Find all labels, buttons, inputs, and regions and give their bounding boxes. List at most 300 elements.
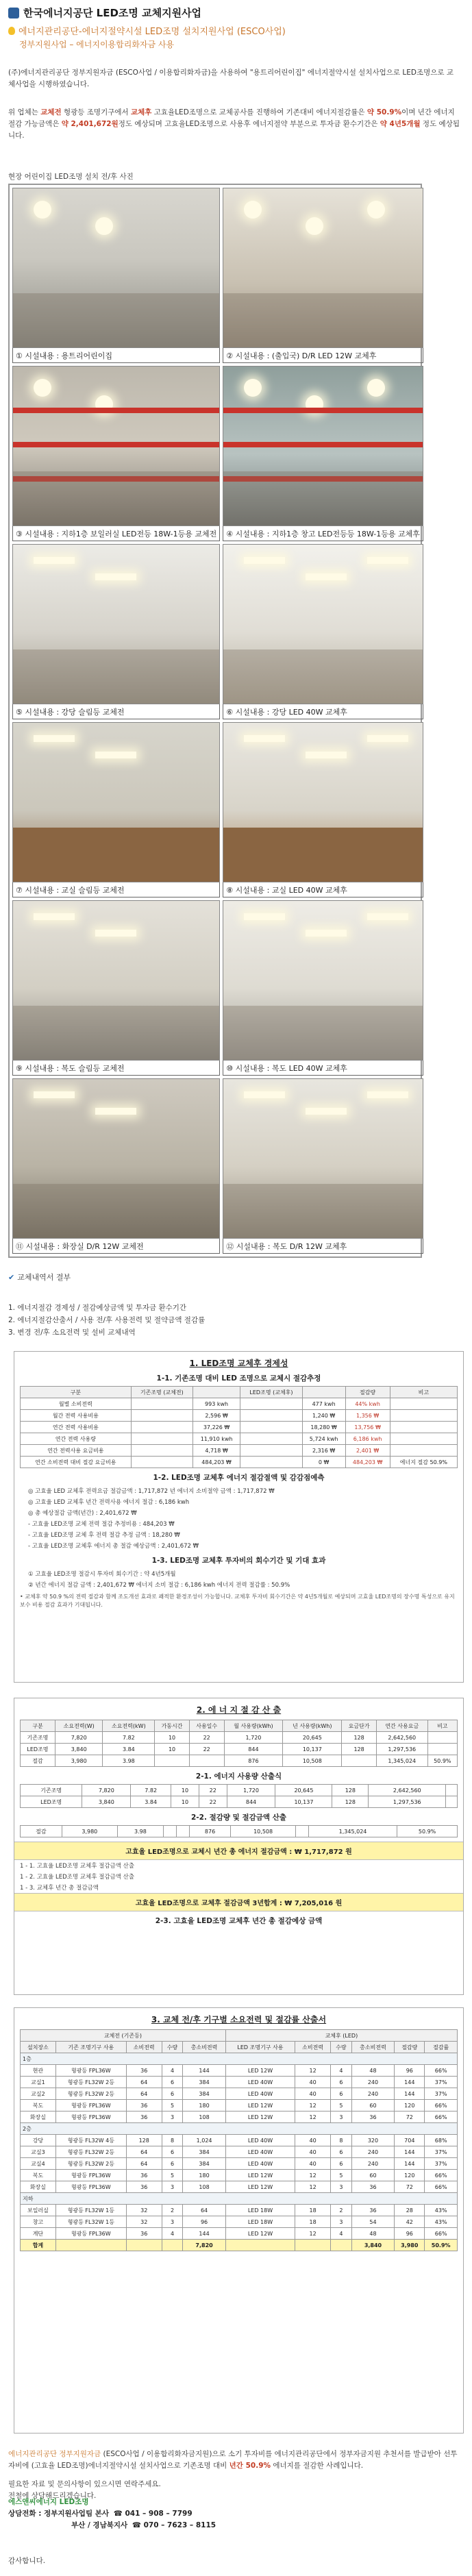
table-cell: 180	[183, 2170, 225, 2181]
table-cell: 월간 전력 사용비용	[21, 1410, 132, 1422]
table-cell	[342, 1755, 377, 1767]
table-row	[21, 2216, 458, 2228]
table-cell: 64	[126, 2088, 162, 2100]
table-cell: 화장실	[21, 2181, 56, 2193]
table-cell: 6	[162, 2158, 183, 2170]
doc-section-title: 1-1. 기존조명 대비 LED 조명으로 교체시 절감추정	[156, 1374, 321, 1383]
table-cell: 22	[199, 1796, 227, 1808]
intro-highlight: 약 50.9%	[367, 108, 402, 116]
economics-document	[14, 1351, 464, 1683]
table-cell: 6	[331, 2146, 352, 2158]
doc-section-title: 2-1. 에너지 사용량 산출식	[195, 1772, 282, 1781]
table-cell: 3.98	[103, 1755, 155, 1767]
ceiling-light	[95, 752, 136, 758]
ceiling-light	[244, 1091, 285, 1098]
table-row	[21, 2181, 458, 2193]
table-cell: 18	[295, 2216, 331, 2228]
table-cell: 5	[331, 2100, 352, 2111]
table-row	[21, 2228, 458, 2240]
table-row	[21, 1433, 458, 1445]
total-cell: 50.9%	[425, 2240, 458, 2251]
table-cell	[131, 1445, 192, 1457]
table-cell: 36	[351, 2111, 394, 2123]
attachments-heading: 교체내역서 결부	[17, 1273, 71, 1282]
photo-caption: ③ 시설내용 : 지하1층 보일러실 LED전등 18W-1등용 교체전	[12, 526, 220, 541]
table-cell: LED 40W	[225, 2135, 295, 2146]
table-cell: 월별 소비전력	[21, 1398, 132, 1410]
table-cell: 40	[295, 2077, 331, 2088]
table-cell: 연간 전력 사용량	[21, 1433, 132, 1445]
table-cell: 704	[395, 2135, 425, 2146]
table-cell: 3.84	[103, 1744, 155, 1755]
table-cell: 0 ₩	[302, 1457, 345, 1468]
table-cell: 66%	[425, 2065, 458, 2077]
table-cell	[390, 1445, 457, 1457]
table-cell: 3	[162, 2111, 183, 2123]
table-cell: 1,024	[183, 2135, 225, 2146]
table-cell: 교실3	[21, 2146, 56, 2158]
table-cell: 3	[331, 2216, 352, 2228]
table-cell: 66%	[425, 2181, 458, 2193]
column-header: 소비전력	[126, 2042, 162, 2053]
table-cell: 20,645	[275, 1785, 332, 1796]
table-cell: 22	[199, 1785, 227, 1796]
ceiling-light	[306, 573, 347, 580]
photo-corridor-before	[12, 900, 220, 1061]
contact-label: 상담전화 : 정부지원사업팀 본사	[8, 2510, 110, 2518]
table-cell: 교실4	[21, 2158, 56, 2170]
ceiling-light	[367, 913, 408, 920]
table-cell: 1,240 ₩	[302, 1410, 345, 1422]
table-cell: 6	[331, 2077, 352, 2088]
table-cell: 36	[126, 2181, 162, 2193]
table-cell: 복도	[21, 2170, 56, 2181]
photo-card	[223, 366, 423, 541]
table-cell: 32	[126, 2205, 162, 2216]
table-cell: 3.98	[117, 1826, 163, 1837]
intro-text: 위 업체는	[8, 108, 41, 116]
table-cell: 10,137	[283, 1744, 342, 1755]
table-cell: 66%	[425, 2170, 458, 2181]
table-cell: 2	[162, 2205, 183, 2216]
photo-entrance	[12, 188, 220, 348]
table-row	[21, 2146, 458, 2158]
photo-card	[223, 722, 423, 897]
floor	[13, 828, 219, 882]
table-cell: 연간 전력 사용비용	[21, 1422, 132, 1433]
column-header: 년 사용량(kWh)	[283, 1720, 342, 1732]
table-row	[21, 2088, 458, 2100]
table-cell: 12	[295, 2065, 331, 2077]
photo-hall	[223, 188, 423, 348]
attachments-list	[8, 1302, 205, 1339]
table-cell: 43%	[425, 2216, 458, 2228]
table-cell: 108	[183, 2181, 225, 2193]
document-icon	[8, 8, 19, 18]
table-cell: LED 12W	[225, 2065, 295, 2077]
table-cell: 36	[351, 2181, 394, 2193]
table-row	[21, 1457, 458, 1468]
photo-caption: ⑦ 시설내용 : 교실 슬림등 교체전	[12, 882, 220, 897]
table-cell: 2,642,560	[376, 1732, 427, 1744]
table-cell: 7,820	[55, 1732, 103, 1744]
intro-highlight: 교체전	[40, 108, 62, 116]
table-cell: 7.82	[131, 1785, 171, 1796]
lightbulb-icon	[8, 27, 15, 35]
table-cell: 형광등 FPL36W	[55, 2111, 126, 2123]
table-cell	[295, 1826, 308, 1837]
table-cell: 18,280 ₩	[302, 1422, 345, 1433]
table-cell	[131, 1410, 192, 1422]
subtitle-2: 정부지원사업 – 에너지이용합리화자금 사용	[19, 40, 175, 49]
contact-line	[8, 2520, 460, 2531]
table-cell: 5,724 kwh	[302, 1433, 345, 1445]
floor	[223, 1006, 423, 1060]
column-header: 월 사용량(kWh)	[224, 1720, 283, 1732]
table-cell: 절감	[21, 1755, 55, 1767]
table-cell: 10	[155, 1744, 190, 1755]
economics-table	[20, 1386, 458, 1468]
table-cell	[427, 1744, 457, 1755]
column-header: LED 조명기구 사용	[225, 2042, 295, 2053]
table-cell: 현관	[21, 2065, 56, 2077]
table-cell: 11,910 kwh	[192, 1433, 240, 1445]
table-cell: 1,720	[224, 1732, 283, 1744]
photo-storage-after	[223, 366, 423, 526]
table-cell: 12	[295, 2228, 331, 2240]
column-header: 기존 조명기구 사용	[55, 2042, 126, 2053]
table-cell: 48	[351, 2065, 394, 2077]
table-cell: 64	[126, 2158, 162, 2170]
column-header: 사용일수	[189, 1720, 224, 1732]
table-row	[21, 1796, 458, 1808]
table-cell: LED 40W	[225, 2088, 295, 2100]
photo-card	[12, 188, 220, 363]
ceiling-light	[306, 1108, 347, 1115]
subtitle-row	[8, 24, 464, 37]
doc-section-title: 1-3. LED조명 교체후 투자비의 회수기간 및 기대 효과	[151, 1557, 326, 1565]
doc-section-title: 2-3. 고효율 LED조명 교체후 년간 총 절감예상 금액	[155, 1917, 323, 1925]
table-cell: 128	[342, 1744, 377, 1755]
table-cell: 5	[162, 2170, 183, 2181]
ceiling-light	[95, 930, 136, 937]
table-cell: 복도	[21, 2100, 56, 2111]
table-cell: 240	[351, 2146, 394, 2158]
table-cell: 72	[395, 2181, 425, 2193]
table-row	[21, 1732, 458, 1744]
table-cell	[131, 1457, 192, 1468]
table-cell	[131, 1398, 192, 1410]
table-cell: 37%	[425, 2088, 458, 2100]
table-cell: 36	[126, 2111, 162, 2123]
formula-line: 1 - 1. 고효율 LED조명 교체후 절감금액 산출	[20, 1863, 135, 1870]
table-cell: LED 12W	[225, 2228, 295, 2240]
table-cell: 6,186 kwh	[345, 1433, 390, 1445]
table-cell: 240	[351, 2158, 394, 2170]
table-cell: 144	[183, 2228, 225, 2240]
ceiling-light	[367, 735, 408, 742]
total-cell: 7,820	[183, 2240, 225, 2251]
table-cell: 37%	[425, 2146, 458, 2158]
table-cell: 36	[351, 2205, 394, 2216]
table-cell: 1,356 ₩	[345, 1410, 390, 1422]
table-cell: 형광등 FL32W 1등	[55, 2205, 126, 2216]
table-cell: 3.84	[131, 1796, 171, 1808]
ceiling-light	[34, 735, 75, 742]
red-pipe	[223, 442, 423, 447]
table-cell: 10	[171, 1785, 199, 1796]
table-cell: 22	[189, 1732, 224, 1744]
table-cell: 128	[332, 1785, 369, 1796]
floor	[13, 1184, 219, 1238]
floor	[13, 293, 219, 347]
table-cell: 64	[126, 2077, 162, 2088]
table-cell: 32	[126, 2216, 162, 2228]
table-cell: 66%	[425, 2228, 458, 2240]
table-cell: 96	[395, 2228, 425, 2240]
table-cell: 창고	[21, 2216, 56, 2228]
table-cell: 36	[126, 2228, 162, 2240]
table-cell: 절감	[21, 1826, 62, 1837]
intro-highlight: 교체후	[131, 108, 152, 116]
table-cell: 180	[183, 2100, 225, 2111]
photo-caption: ⑫ 시설내용 : 복도 D/R 12W 교체후	[223, 1239, 423, 1254]
intro-highlight: 약 4년5개월	[380, 120, 421, 128]
table-cell: 144	[395, 2158, 425, 2170]
table-row	[21, 2205, 458, 2216]
table-cell: 2,596 ₩	[192, 1410, 240, 1422]
footer-thanks: 감사합니다.	[8, 2557, 46, 2565]
photo-card	[12, 1078, 220, 1254]
table-cell: 3,980	[55, 1755, 103, 1767]
table-cell: 10,137	[275, 1796, 332, 1808]
floor	[223, 471, 423, 525]
doc-title: 3. 교체 전/후 기구별 소요전력 및 절감률 산출서	[151, 2015, 327, 2024]
table-cell: 384	[183, 2077, 225, 2088]
group-row	[21, 2053, 458, 2065]
closing-paragraph	[8, 2449, 460, 2502]
table-row	[21, 1422, 458, 1433]
photo-caption: ⑧ 시설내용 : 교실 LED 40W 교체후	[223, 882, 423, 897]
photo-caption: ① 시설내용 : 용트리어린이집	[12, 348, 220, 363]
check-icon: ✔	[8, 1273, 15, 1282]
contact-label: 부산 / 경남북지사	[71, 2521, 128, 2529]
table-cell: 120	[395, 2100, 425, 2111]
fixture-breakdown-document	[14, 2007, 464, 2433]
table-cell: 교실2	[21, 2088, 56, 2100]
table-cell: 37%	[425, 2158, 458, 2170]
attachments-heading-row	[8, 1272, 71, 1283]
table-cell: 12	[295, 2100, 331, 2111]
table-cell	[390, 1433, 457, 1445]
total-cell	[331, 2240, 352, 2251]
table-cell: 96	[395, 2065, 425, 2077]
table-cell: 4	[162, 2065, 183, 2077]
intro-text: 정도 예상되며 고효율LED조명으로 사용후 에너지절약 부분으로 투자금 환수기간은	[118, 120, 380, 128]
usage-formula-table	[20, 1784, 458, 1808]
table-cell: 36	[126, 2100, 162, 2111]
table-cell: 10	[155, 1732, 190, 1744]
table-cell: 40	[295, 2088, 331, 2100]
photo-card	[12, 544, 220, 719]
table-cell: 384	[183, 2158, 225, 2170]
table-cell: 8	[331, 2135, 352, 2146]
energy-savings-document	[14, 1698, 464, 1995]
table-cell: 6	[331, 2088, 352, 2100]
table-cell: 7.82	[103, 1732, 155, 1744]
column-header: 총소비전력	[351, 2042, 394, 2053]
ceiling-light	[244, 201, 262, 219]
table-cell: 형광등 FL32W 4등	[55, 2135, 126, 2146]
table-cell: 10,508	[283, 1755, 342, 1767]
group-row	[21, 2193, 458, 2205]
table-cell: LED 12W	[225, 2100, 295, 2111]
column-header: 절감률	[425, 2042, 458, 2053]
photo-section-heading: 현장 어린이집 LED조명 설치 전/후 사진	[8, 173, 134, 181]
column-header: 비고	[427, 1720, 457, 1732]
intro-text: 고효율LED조명으로 교체공사를 진행하여 기존대비 에너지절감률은	[151, 108, 367, 116]
ceiling-light	[34, 557, 75, 564]
table-cell: 36	[126, 2065, 162, 2077]
table-row	[21, 2065, 458, 2077]
table-cell	[131, 1422, 192, 1433]
table-cell: 13,756 ₩	[345, 1422, 390, 1433]
table-cell: 연간 전력사용 요금비용	[21, 1445, 132, 1457]
header	[8, 5, 464, 50]
table-cell: 12	[295, 2181, 331, 2193]
table-cell: 6	[162, 2077, 183, 2088]
table-cell: 64	[126, 2146, 162, 2158]
ceiling-light	[95, 217, 113, 235]
column-header: 구분	[21, 1387, 132, 1398]
table-cell: 3	[331, 2181, 352, 2193]
table-cell: 36	[126, 2170, 162, 2181]
table-cell: 96	[183, 2216, 225, 2228]
intro-paragraph-1: (주)에너지관리공단 정부지원자금 (ESCO사업 / 이용합리화자금)을 사용하여 "용트리어린이집" 에너지절약시설 설치사업으로 LED조명으로 교체사업을 시행하였습니다.	[8, 69, 454, 88]
group-row	[21, 2123, 458, 2135]
column-header: 총소비전력	[183, 2042, 225, 2053]
ceiling-light	[34, 201, 51, 219]
column-header: 가동시간	[155, 1720, 190, 1732]
closing-text	[8, 2449, 460, 2472]
floor	[13, 471, 219, 525]
table-cell: 876	[224, 1755, 283, 1767]
subtitle: 에너지관리공단-에너지절약시설 LED조명 설치지원사업 (ESCO사업)	[18, 27, 286, 37]
table-cell: 형광등 FPL36W	[55, 2181, 126, 2193]
table-cell	[390, 1422, 457, 1433]
table-cell: 20,645	[283, 1732, 342, 1744]
floor	[13, 649, 219, 704]
phone-number[interactable]: ☎ 070 – 7623 – 8115	[132, 2521, 216, 2529]
column-header: 절감량	[395, 2042, 425, 2053]
table-cell: 화장실	[21, 2111, 56, 2123]
column-group-header: 교체전 (기존등)	[21, 2030, 226, 2042]
column-header: LED조명 (교체후)	[240, 1387, 302, 1398]
table-cell: 2,316 ₩	[302, 1445, 345, 1457]
closing-highlight: 년간 50.9%	[229, 2462, 271, 2470]
photo-toilet-before	[12, 1078, 220, 1239]
phone-number[interactable]: ☎ 041 – 908 – 7799	[113, 2510, 192, 2518]
table-cell: LED 12W	[225, 2181, 295, 2193]
table-row	[21, 2170, 458, 2181]
table-row	[21, 2100, 458, 2111]
table-cell: 4	[331, 2228, 352, 2240]
ceiling-light	[244, 557, 285, 564]
table-cell: LED 40W	[225, 2146, 295, 2158]
ceiling-light	[95, 1108, 136, 1115]
total-cell: 3,980	[395, 2240, 425, 2251]
photo-caption: ⑪ 시설내용 : 화장실 D/R 12W 교체전	[12, 1239, 220, 1254]
total-cell: 합계	[21, 2240, 56, 2251]
table-cell: 144	[183, 2065, 225, 2077]
photo-card	[12, 722, 220, 897]
table-cell: 108	[183, 2111, 225, 2123]
table-cell: 384	[183, 2146, 225, 2158]
doc-section-title: 1-2. LED조명 교체후 에너지 절감절액 및 감감점예측	[153, 1474, 325, 1482]
savings-table	[20, 1825, 458, 1837]
savings-line: - 고효율 LED조명 교체 후 전력 절감 추정 금액 : 18,280 ₩	[28, 1532, 180, 1539]
table-cell: 40	[295, 2158, 331, 2170]
intro-highlight: 약 2,401,672원	[61, 120, 119, 128]
table-cell: LED 18W	[225, 2205, 295, 2216]
red-pipe	[13, 408, 219, 413]
table-cell: 계단	[21, 2228, 56, 2240]
photo-boiler-before	[12, 366, 220, 526]
table-row	[21, 1410, 458, 1422]
closing-line: 전철에 상담해드리겠습니다.	[8, 2492, 97, 2500]
brand-name: 에스앤씨에너지 LED조명	[8, 2498, 89, 2506]
intro-text: 형광등 조명기구에서	[61, 108, 131, 116]
red-pipe	[223, 408, 423, 413]
photo-hall-before	[12, 544, 220, 704]
table-cell: 6	[162, 2146, 183, 2158]
table-cell: 보일러실	[21, 2205, 56, 2216]
table-cell: 64	[183, 2205, 225, 2216]
table-cell: 형광등 FL32W 2등	[55, 2088, 126, 2100]
closing-text: 에너지를 절감한 사례입니다.	[271, 2462, 364, 2470]
table-row	[21, 2077, 458, 2088]
column-header: 요금단가	[342, 1720, 377, 1732]
table-cell: 형광등 FPL36W	[55, 2100, 126, 2111]
table-cell: 477 kwh	[302, 1398, 345, 1410]
table-row	[21, 2158, 458, 2170]
total-cell: 3,840	[351, 2240, 394, 2251]
table-cell: 144	[395, 2146, 425, 2158]
group-label: 지하	[21, 2193, 458, 2205]
table-cell: 50.9%	[397, 1826, 458, 1837]
table-cell: 형광등 FPL36W	[55, 2228, 126, 2240]
table-cell: 120	[395, 2170, 425, 2181]
table-cell: 6	[331, 2158, 352, 2170]
table-cell: 10,508	[231, 1826, 296, 1837]
column-header	[302, 1387, 345, 1398]
table-cell: 144	[395, 2088, 425, 2100]
table-cell: 6	[162, 2088, 183, 2100]
table-cell: 3,840	[82, 1796, 131, 1808]
column-header: 연간 사용요금	[376, 1720, 427, 1732]
table-cell: 320	[351, 2135, 394, 2146]
table-cell	[176, 1826, 189, 1837]
annual-savings-banner: 고효율 LED조명으로 교체시 년간 총 에너지 절감금액 : ₩ 1,717,872 원	[14, 1842, 463, 1860]
table-cell: LED조명	[21, 1744, 55, 1755]
table-cell: LED 40W	[225, 2158, 295, 2170]
photo-hall-after	[223, 544, 423, 704]
table-cell: 형광등 FL32W 2등	[55, 2158, 126, 2170]
savings-line: - 고효율 LED조명 교체후 에너지 총 절감 예상금액 : 2,401,672 ₩	[28, 1543, 199, 1550]
table-cell: 240	[351, 2077, 394, 2088]
table-cell: 7,820	[82, 1785, 131, 1796]
ceiling-light	[367, 201, 385, 219]
